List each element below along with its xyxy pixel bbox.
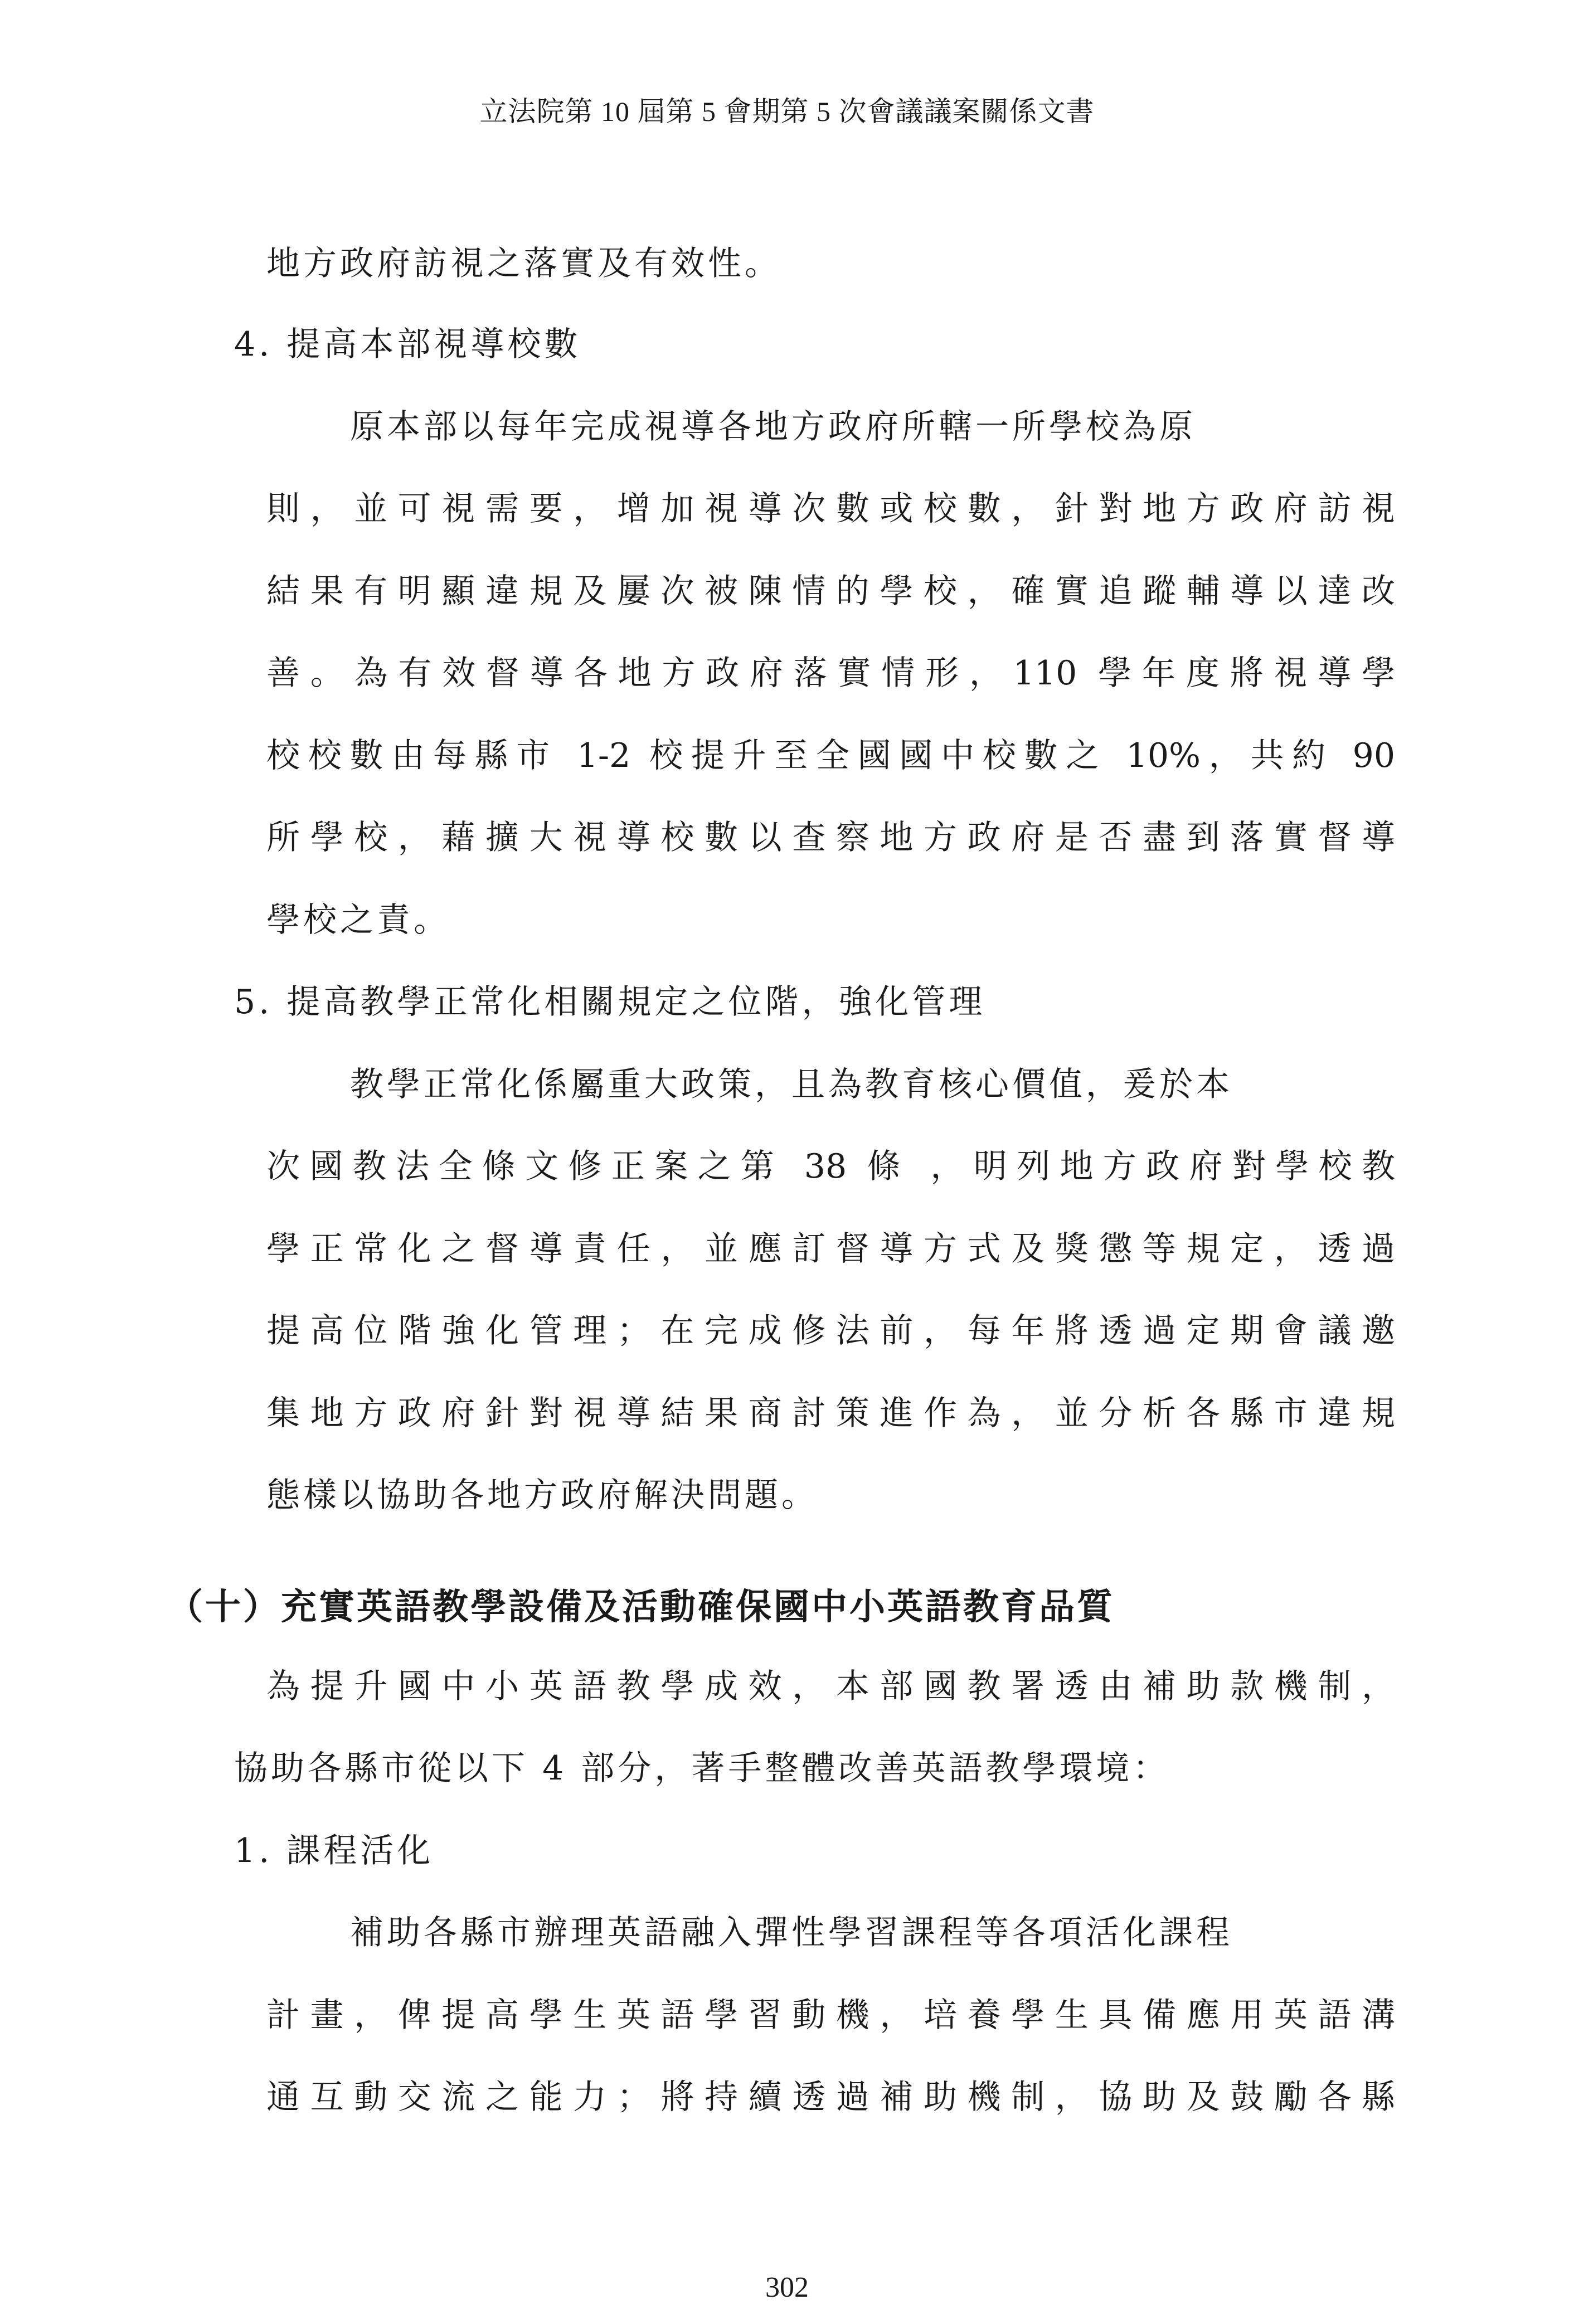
text-line: 教學正常化係屬重大政策，且為教育核心價值，爰於本 [350, 1065, 1233, 1104]
text-line: 學正常化之督導責任，並應訂督導方式及獎懲等規定，透過 [266, 1229, 1395, 1268]
text-line: 所學校，藉擴大視導校數以查察地方政府是否盡到落實督導 [266, 818, 1395, 857]
text-line: 提高位階強化管理；在完成修法前，每年將透過定期會議邀 [266, 1311, 1395, 1350]
text-line: 集地方政府針對視導結果商討策進作為，並分析各縣市違規 [266, 1394, 1395, 1433]
text-line: 學校之責。 [266, 901, 450, 940]
text-line: 次國教法全條文修正案之第 38 條 ，明列地方政府對學校教 [266, 1147, 1395, 1186]
document-header: 立法院第 10 屆第 5 會期第 5 次會議議案關係文書 [479, 96, 1095, 127]
list-item-heading: 4. 提高本部視導校數 [234, 325, 581, 364]
text-line: 地方政府訪視之落實及有效性。 [266, 244, 781, 283]
text-line: 校校數由每縣市 1-2 校提升至全國國中校數之 10%，共約 90 [266, 736, 1395, 775]
text-line: 補助各縣市辦理英語融入彈性學習課程等各項活化課程 [350, 1913, 1233, 1952]
text-line: 態樣以協助各地方政府解決問題。 [266, 1476, 818, 1515]
section-heading: （十）充實英語教學設備及活動確保國中小英語教育品質 [167, 1587, 1115, 1628]
text-line: 協助各縣市從以下 4 部分，著手整體改善英語教學環境： [234, 1749, 1170, 1788]
text-line: 為提升國中小英語教學成效，本部國教署透由補助款機制， [266, 1667, 1395, 1706]
text-line: 計畫，俾提高學生英語學習動機，培養學生具備應用英語溝 [266, 1996, 1395, 2035]
list-item-heading: 5. 提高教學正常化相關規定之位階，強化管理 [234, 983, 986, 1022]
page-number: 302 [765, 2272, 809, 2303]
list-item-heading: 1. 課程活化 [234, 1831, 434, 1870]
text-line: 結果有明顯違規及屢次被陳情的學校，確實追蹤輔導以達改 [266, 572, 1395, 611]
text-line: 原本部以每年完成視導各地方政府所轄一所學校為原 [350, 407, 1196, 446]
text-line: 善。為有效督導各地方政府落實情形，110 學年度將視導學 [266, 654, 1395, 693]
text-line: 通互動交流之能力；將持續透過補助機制，協助及鼓勵各縣 [266, 2078, 1395, 2117]
text-line: 則，並可視需要，增加視導次數或校數，針對地方政府訪視 [266, 489, 1395, 528]
